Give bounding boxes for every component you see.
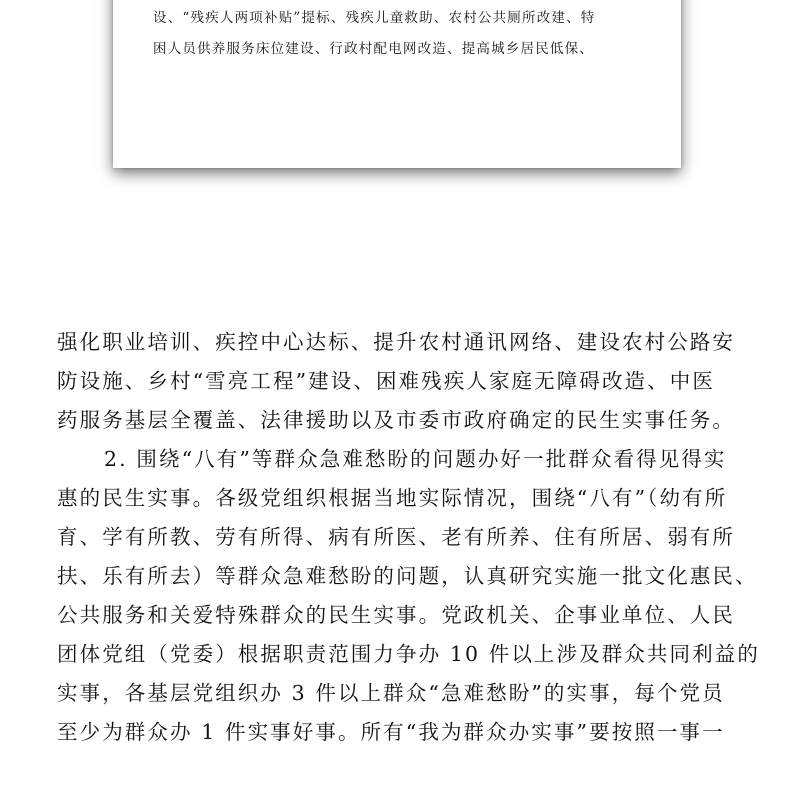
preview-line-1: 设、“残疾人两项补贴”提标、残疾儿童救助、农村公共厕所改建、特 bbox=[153, 10, 596, 26]
preview-line-2: 困人员供养服务床位建设、行政村配电网改造、提高城乡居民低保、 bbox=[153, 41, 594, 57]
body-line: 惠的民生实事。各级党组织根据当地实际情况，围绕“八有”（幼有所 bbox=[57, 486, 728, 510]
watermark bbox=[131, 179, 183, 231]
document-body bbox=[57, 323, 760, 752]
body-line: 育、学有所教、劳有所得、病有所医、老有所养、住有所居、弱有所 bbox=[57, 525, 735, 549]
document-page-preview bbox=[113, 0, 681, 168]
body-line: 至少为群众办 1 件实事好事。所有“我为群众办实事”要按照一事一 bbox=[57, 720, 725, 744]
body-line: 扶、乐有所去）等群众急难愁盼的问题，认真研究实施一批文化惠民、 bbox=[57, 564, 758, 588]
body-line: 团体党组（党委）根据职责范围力争办 10 件以上涉及群众共同利益的 bbox=[57, 642, 760, 666]
section-heading-line: 2. 围绕“八有”等群众急难愁盼的问题办好一批群众看得见得实 bbox=[104, 447, 727, 471]
body-line: 公共服务和关爱特殊群众的民生实事。党政机关、企事业单位、人民 bbox=[57, 603, 735, 627]
body-line: 药服务基层全覆盖、法律援助以及市委市政府确定的民生实事任务。 bbox=[57, 408, 735, 432]
body-line: 防设施、乡村“雪亮工程”建设、困难残疾人家庭无障碍改造、中医 bbox=[57, 369, 715, 393]
body-line: 强化职业培训、疾控中心达标、提升农村通讯网络、建设农村公路安 bbox=[57, 330, 735, 354]
body-line: 实事，各基层党组织办 3 件以上群众“急难愁盼”的实事，每个党员 bbox=[57, 681, 725, 705]
